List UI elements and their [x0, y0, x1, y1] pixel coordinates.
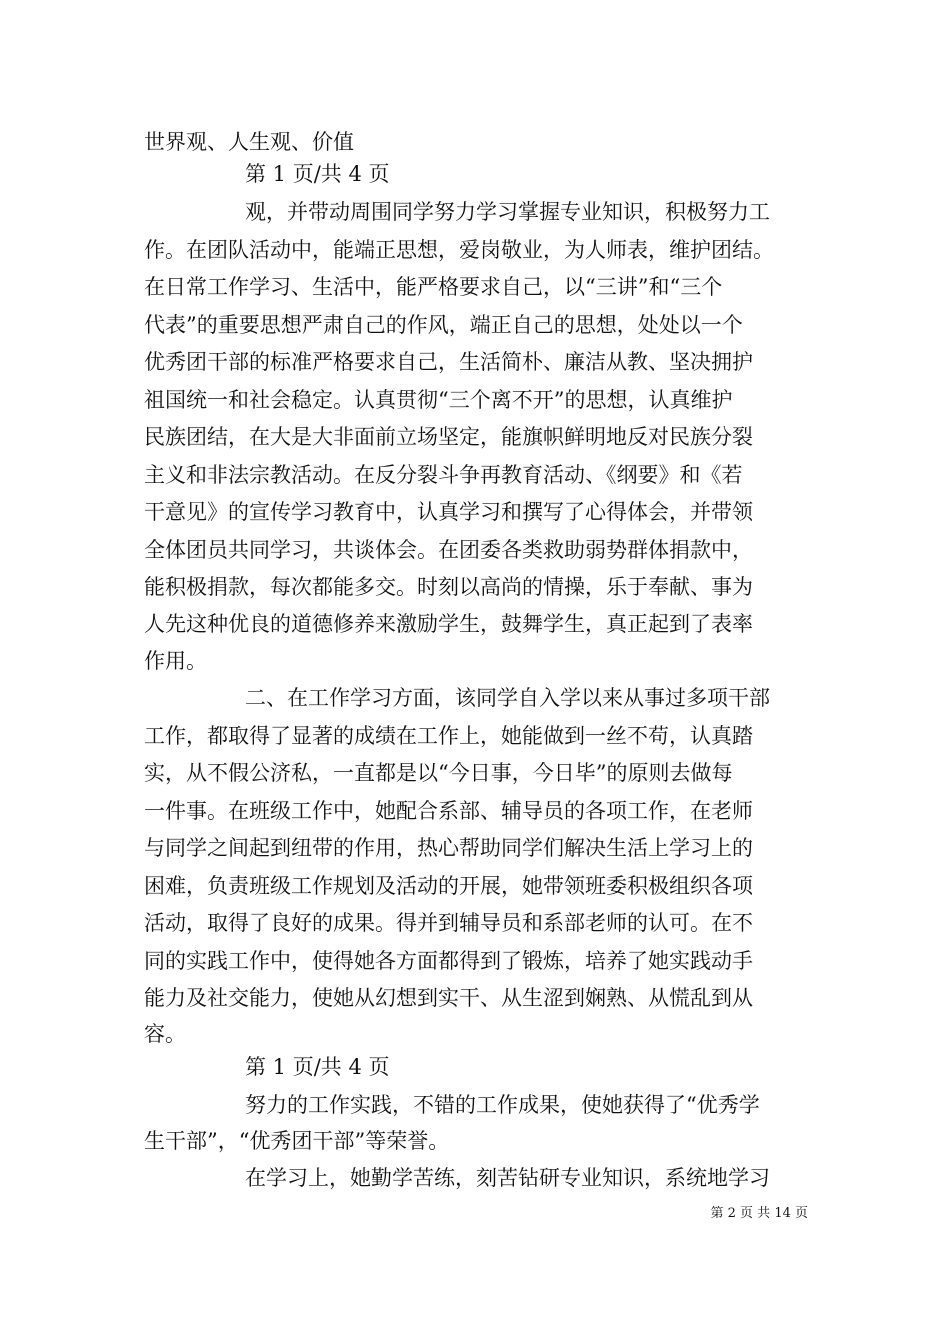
text-line: 工作，都取得了显著的成绩在工作上，她能做到一丝不苟，认真踏 — [144, 724, 753, 748]
text-line: 作用。 — [144, 649, 207, 673]
text-line: 民族团结，在大是大非面前立场坚定，能旗帜鲜明地反对民族分裂 — [144, 425, 753, 449]
text-line: 容。 — [144, 1022, 186, 1046]
paragraph-start: 观，并带动周围同学努力学习掌握专业知识，积极努力工 — [245, 200, 770, 224]
text-line: 同的实践工作中，使得她各方面都得到了锻炼，培养了她实践动手 — [144, 949, 753, 973]
text-line: 活动，取得了良好的成果。得并到辅导员和系部老师的认可。在不 — [144, 911, 753, 935]
paragraph-start: 在学习上，她勤学苦练，刻苦钻研专业知识，系统地学习 — [245, 1166, 770, 1190]
text-line: 困难，负责班级工作规划及活动的开展，她带领班委积极组织各项 — [144, 874, 753, 898]
text-line: 能积极捐款，每次都能多交。时刻以高尚的情操，乐于奉献、事为 — [144, 575, 753, 599]
page-footer: 第 2 页 共 14 页 — [710, 1206, 808, 1221]
page-marker: 第 1 页/共 4 页 — [245, 1055, 390, 1079]
page-marker: 第 1 页/共 4 页 — [245, 162, 390, 186]
text-line: 实，从不假公济私，一直都是以“今日事，今日毕”的原则去做每 — [144, 761, 733, 785]
text-line: 代表”的重要思想严肃自己的作风，端正自己的思想，处处以一个 — [144, 313, 743, 337]
text-line: 干意见》的宣传学习教育中，认真学习和撰写了心得体会，并带领 — [144, 500, 753, 524]
text-line: 人先这种优良的道德修养来激励学生，鼓舞学生，真正起到了表率 — [144, 612, 753, 636]
paragraph-start: 二、在工作学习方面，该同学自入学以来从事过多项干部 — [245, 686, 770, 710]
text-line: 全体团员共同学习，共谈体会。在团委各类救助弱势群体捐款中， — [144, 538, 753, 562]
text-line: 主义和非法宗教活动。在反分裂斗争再教育活动、《纲要》和《若 — [144, 463, 743, 487]
text-line: 祖国统一和社会稳定。认真贯彻“三个离不开”的思想，认真维护 — [144, 388, 733, 412]
paragraph-start: 努力的工作实践，不错的工作成果，使她获得了“优秀学 — [245, 1093, 760, 1117]
text-line: 世界观、人生观、价值 — [144, 130, 354, 154]
text-line: 与同学之间起到纽带的作用，热心帮助同学们解决生活上学习上的 — [144, 836, 753, 860]
text-line: 在日常工作学习、生活中，能严格要求自己，以“三讲”和“三个 — [144, 275, 723, 299]
text-line: 一件事。在班级工作中，她配合系部、辅导员的各项工作，在老师 — [144, 799, 753, 823]
text-line: 作。在团队活动中，能端正思想，爱岗敬业，为人师表，维护团结。 — [144, 238, 774, 262]
text-line: 能力及社交能力，使她从幻想到实干、从生涩到娴熟、从慌乱到从 — [144, 986, 753, 1010]
text-line: 生干部”，“优秀团干部”等荣誉。 — [144, 1129, 450, 1153]
text-line: 优秀团干部的标准严格要求自己，生活简朴、廉洁从教、坚决拥护 — [144, 350, 753, 374]
